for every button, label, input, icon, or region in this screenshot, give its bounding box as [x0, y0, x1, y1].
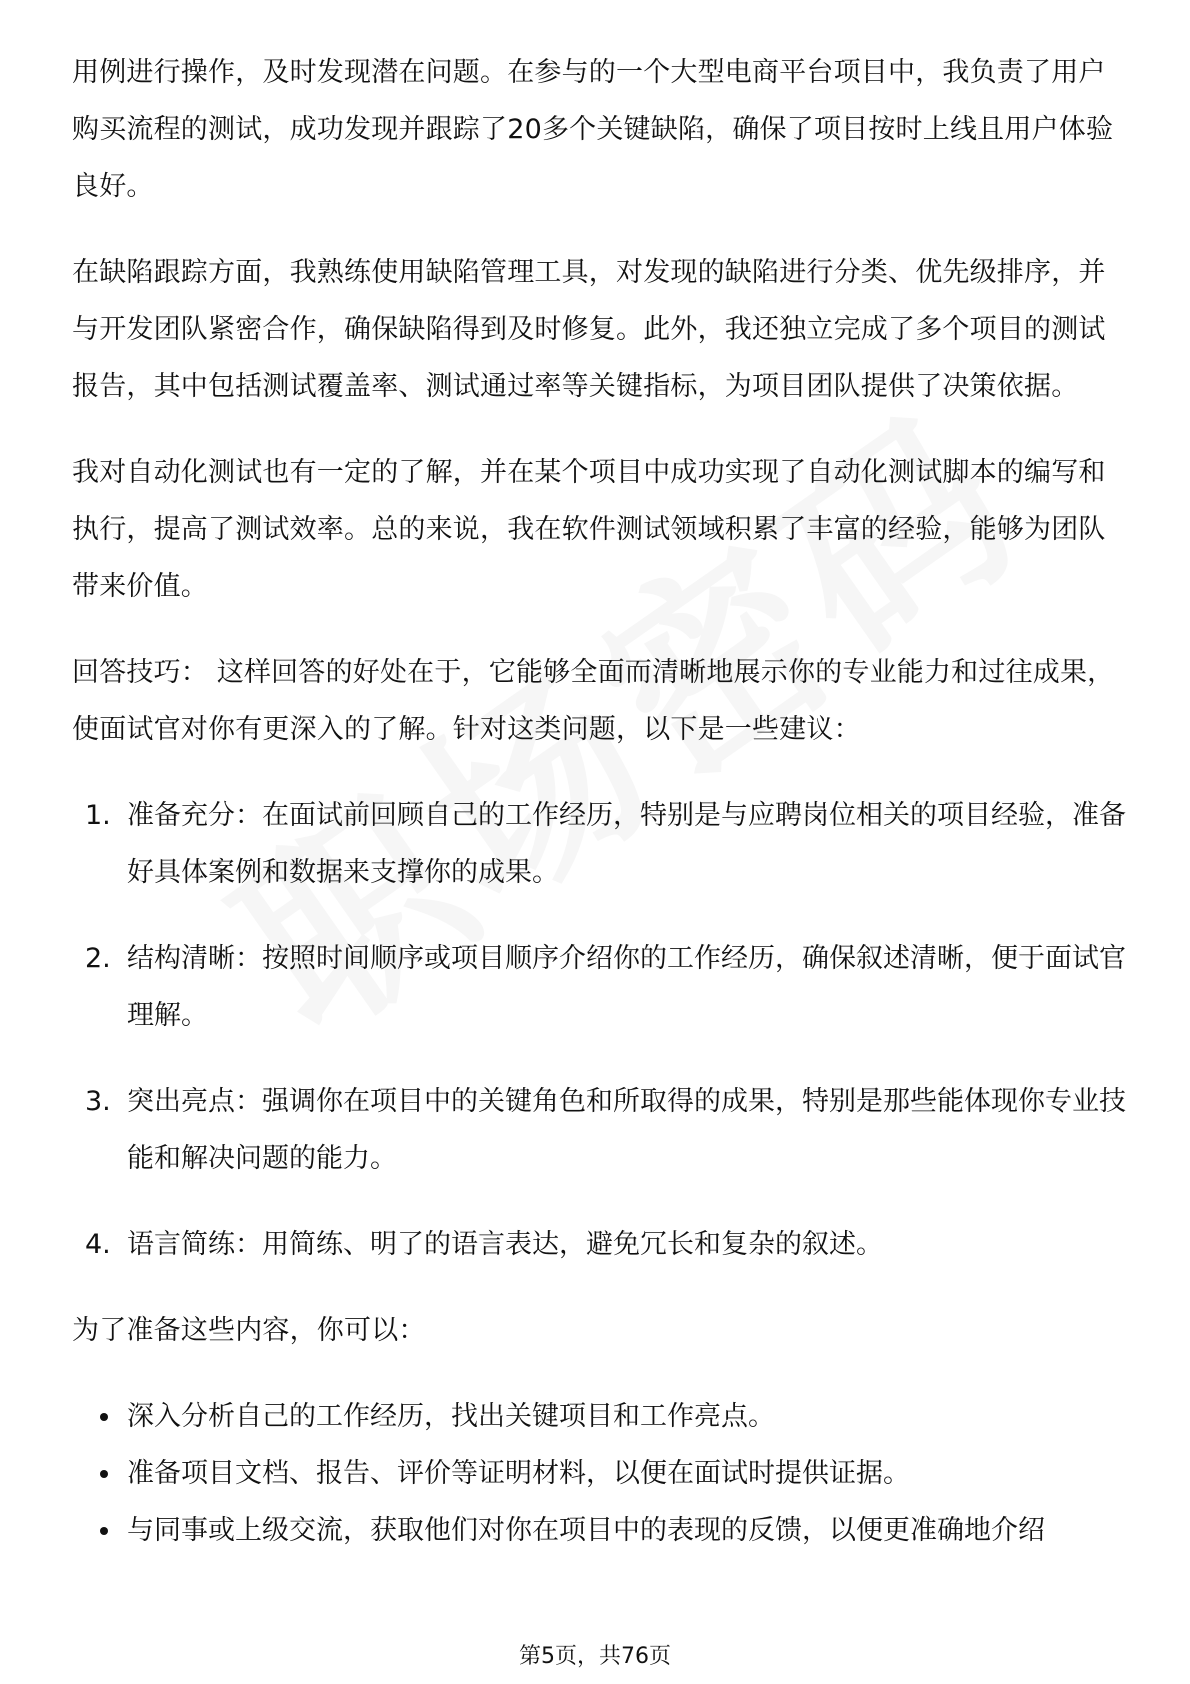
tip-item	[72, 1216, 1132, 1273]
prep-bullet-list	[72, 1388, 1118, 1559]
page-content	[72, 44, 1126, 1559]
paragraph-answer-tips: 回答技巧： 这样回答的好处在于，它能够全面而清晰地展示你的专业能力和过往成果，使面试官对你有更深入的了解。针对这类问题，以下是一些建议：	[72, 657, 1115, 745]
paragraph-automation: 我对自动化测试也有一定的了解，并在某个项目中成功实现了自动化测试脚本的编写和执行，提高了测试效率。总的来说，我在软件测试领域积累了丰富的经验，能够为团队带来价值。	[72, 457, 1106, 602]
tip-number: 2.	[85, 943, 111, 974]
tip-number: 3.	[85, 1086, 111, 1117]
bullet-item	[72, 1388, 1118, 1445]
bullet-item	[72, 1502, 1118, 1559]
paragraph-experience-ecommerce: 用例进行操作，及时发现潜在问题。在参与的一个大型电商平台项目中，我负责了用户购买流程的测试，成功发现并跟踪了20多个关键缺陷，确保了项目按时上线且用户体验良好。	[72, 57, 1114, 202]
prep-intro: 为了准备这些内容，你可以：	[72, 1315, 426, 1346]
tip-item	[72, 930, 1132, 1044]
tip-item	[72, 1073, 1132, 1187]
bullet-text: 准备项目文档、报告、评价等证明材料，以便在面试时提供证据。	[127, 1458, 910, 1489]
bullet-dot-icon	[100, 1527, 108, 1535]
bullet-dot-icon	[100, 1470, 108, 1478]
tip-text: 准备充分：在面试前回顾自己的工作经历，特别是与应聘岗位相关的项目经验，准备好具体案例和数据来支撑你的成果。	[127, 800, 1126, 888]
tips-list	[72, 787, 1126, 1273]
tip-text: 结构清晰：按照时间顺序或项目顺序介绍你的工作经历，确保叙述清晰，便于面试官理解。	[127, 943, 1126, 1031]
bullet-text: 与同事或上级交流，获取他们对你在项目中的表现的反馈，以便更准确地介绍	[127, 1515, 1045, 1546]
tip-item	[72, 787, 1132, 901]
bullet-dot-icon	[100, 1413, 108, 1421]
page-footer: 第5页，共76页	[519, 1644, 671, 1669]
tip-number: 4.	[85, 1229, 111, 1260]
tip-text: 语言简练：用简练、明了的语言表达，避免冗长和复杂的叙述。	[127, 1229, 883, 1260]
paragraph-defect-tracking: 在缺陷跟踪方面，我熟练使用缺陷管理工具，对发现的缺陷进行分类、优先级排序，并与开发团队紧密合作，确保缺陷得到及时修复。此外，我还独立完成了多个项目的测试报告，其中包括测试覆盖率、测试通过率等关键指标，为项目团队提供了决策依据。	[72, 257, 1106, 402]
tip-text: 突出亮点：强调你在项目中的关键角色和所取得的成果，特别是那些能体现你专业技能和解决问题的能力。	[127, 1086, 1126, 1174]
bullet-item	[72, 1445, 1118, 1502]
bullet-text: 深入分析自己的工作经历，找出关键项目和工作亮点。	[127, 1401, 775, 1432]
tip-number: 1.	[85, 800, 111, 831]
